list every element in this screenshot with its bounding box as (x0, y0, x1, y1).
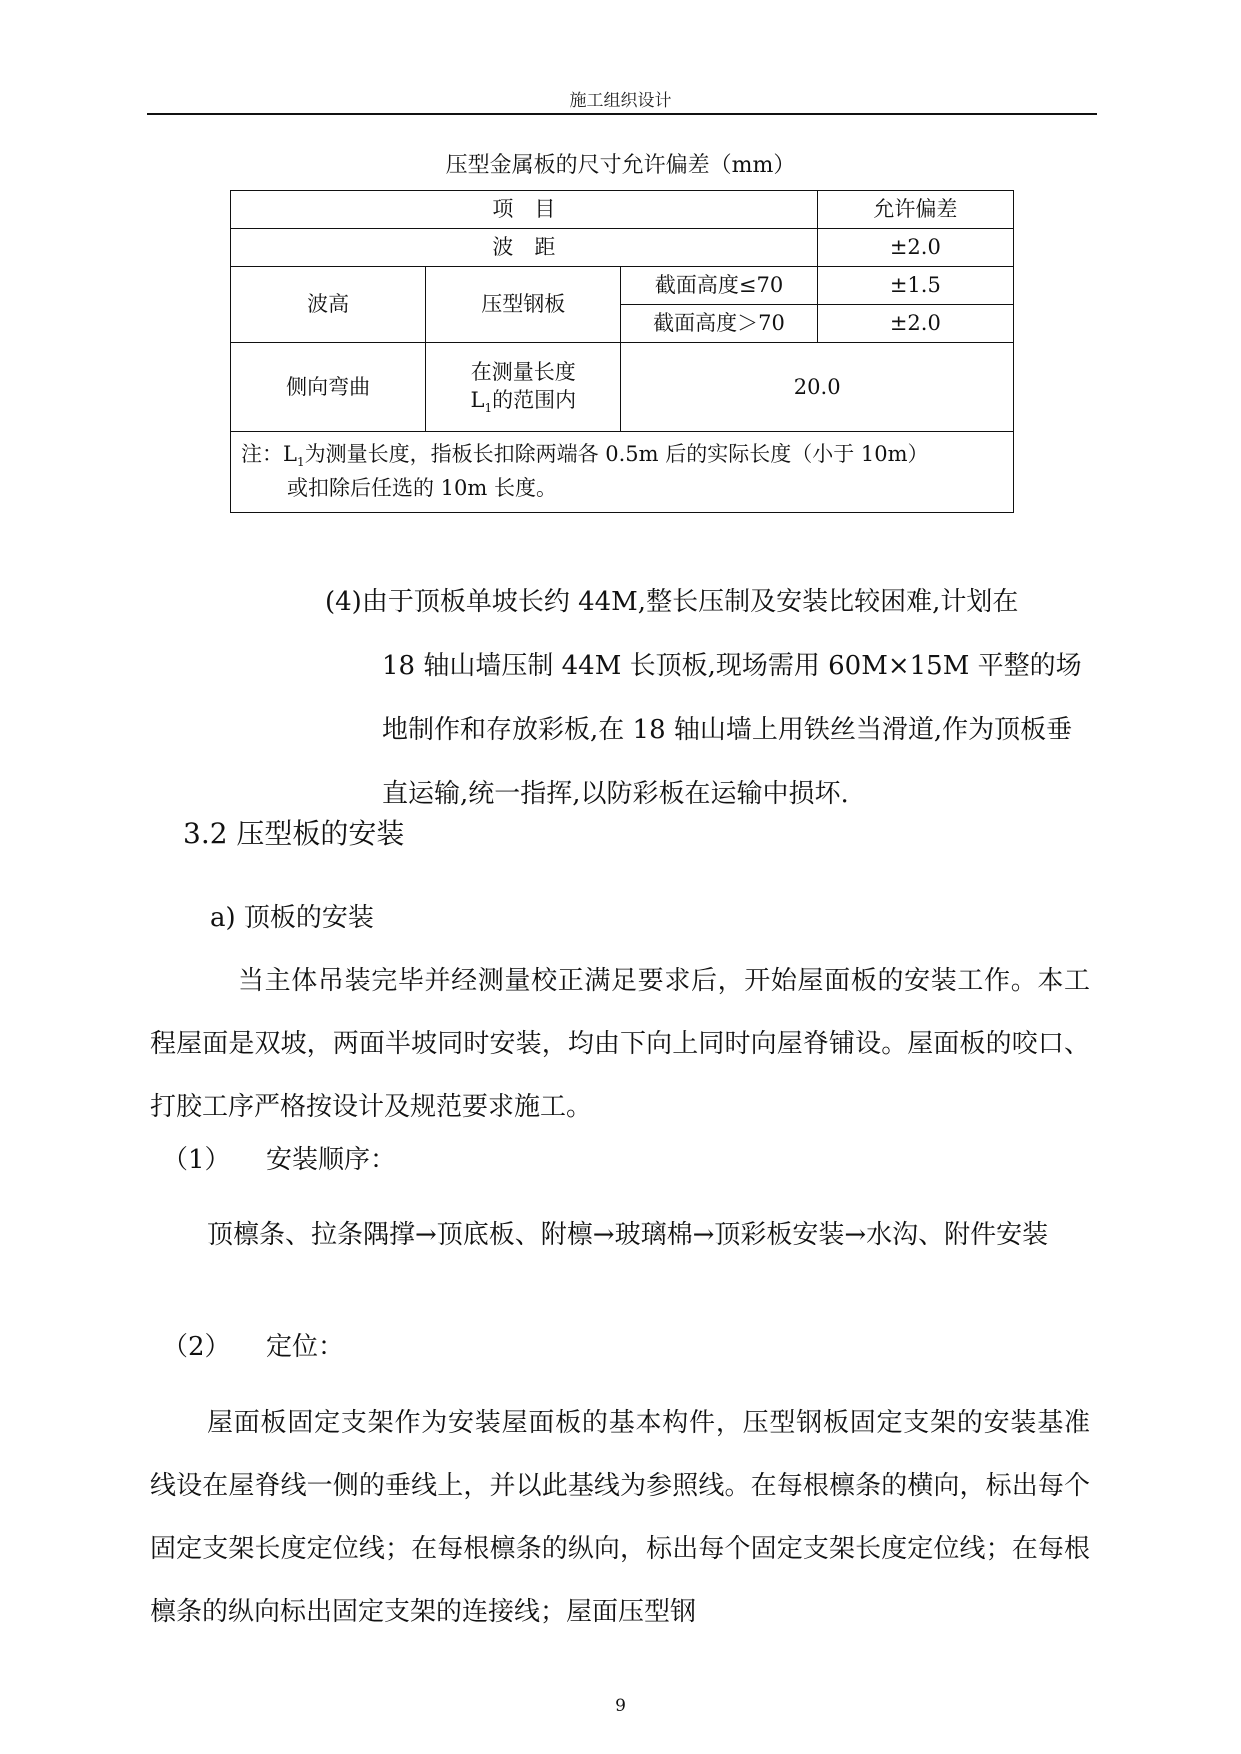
table-row-wave-height-1 (231, 267, 1014, 305)
lateral-bend-cond (426, 343, 621, 432)
lateral-bend-cond-line2: 的范围内 (492, 387, 577, 412)
note-sub: 1 (296, 455, 305, 470)
step-1-title: 安装顺序： (266, 1145, 397, 1175)
section-heading-3-2: 3.2 压型板的安装 (183, 817, 405, 850)
lateral-bend-cond-l: L (470, 387, 485, 412)
step-1-number: （1） (162, 1145, 231, 1175)
wave-height-value-2: ±2.0 (817, 305, 1013, 343)
step-1 (162, 1140, 397, 1180)
wave-height-value-1: ±1.5 (817, 267, 1013, 305)
header-rule (147, 113, 1097, 115)
step-2-number: （2） (162, 1332, 231, 1362)
wave-height-cond-2: 截面高度＞70 (621, 305, 817, 343)
body-paragraph-3: 屋面板固定支架作为安装屋面板的基本构件，压型钢板固定支架的安装基准线设在屋脊线一侧的垂线上，并以此基线为参照线。在每根檩条的横向，标出每个固定支架长度定位线；在每根檩条的纵向，标出每个固定支架长度定位线；在每根檩条的纵向标出固定支架的连接线；屋面压型钢 (150, 1408, 1090, 1627)
step-2-title: 定位： (266, 1332, 345, 1362)
note-line1: 为测量长度，指板长扣除两端各 0.5m 后的实际长度（小于 10m） (304, 442, 929, 466)
tolerance-table (230, 190, 1014, 513)
table-caption: 压型金属板的尺寸允许偏差（mm） (445, 153, 796, 178)
lateral-bend-value: 20.0 (621, 343, 1014, 432)
wave-height-cond-1: 截面高度≤70 (621, 267, 817, 305)
lateral-bend-cond-line1: 在测量长度 (470, 359, 576, 384)
note-line2: 或扣除后任选的 10m 长度。 (287, 476, 557, 501)
note-prefix: 注：L (241, 442, 297, 466)
item-4-continuation: 18 轴山墙压制 44M 长顶板,现场需用 60M×15M 平整的场地制作和存放彩板,在 18 轴山墙上用铁丝当滑道,作为顶板垂直运输,统一指挥,以防彩板在运输中损坏. (382, 651, 1082, 809)
item-4-line1: (4)由于顶板单坡长约 44M,整长压制及安装比较困难,计划在 (325, 587, 1019, 617)
running-header: 施工组织设计 (569, 91, 672, 111)
table-row-lateral-bend (231, 343, 1014, 432)
body-paragraph-2: 顶檩条、拉条隅撑→顶底板、附檩→玻璃棉→顶彩板安装→水沟、附件安装 (207, 1220, 1049, 1250)
table-note (231, 432, 1014, 513)
header-tolerance: 允许偏差 (817, 191, 1013, 229)
body-paragraph-1: 当主体吊装完毕并经测量校正满足要求后，开始屋面板的安装工作。本工程屋面是双坡，两面半坡同时安装，均由下向上同时向屋脊铺设。屋面板的咬口、打胶工序严格按设计及规范要求施工。 (150, 966, 1090, 1122)
table-header-row (231, 191, 1014, 229)
table-row-wave-pitch (231, 229, 1014, 267)
wave-height-sublabel: 压型钢板 (426, 267, 621, 343)
page-number: 9 (615, 1696, 626, 1716)
header-item: 项 目 (231, 191, 818, 229)
wave-pitch-label: 波 距 (231, 229, 818, 267)
wave-height-label: 波高 (231, 267, 426, 343)
step-2 (162, 1327, 345, 1367)
wave-pitch-value: ±2.0 (817, 229, 1013, 267)
lateral-bend-label: 侧向弯曲 (231, 343, 426, 432)
table-note-row (231, 432, 1014, 513)
lateral-bend-cond-sub: 1 (484, 401, 493, 416)
subheading-a: a) 顶板的安装 (210, 903, 374, 933)
item-4-paragraph (325, 570, 1095, 826)
